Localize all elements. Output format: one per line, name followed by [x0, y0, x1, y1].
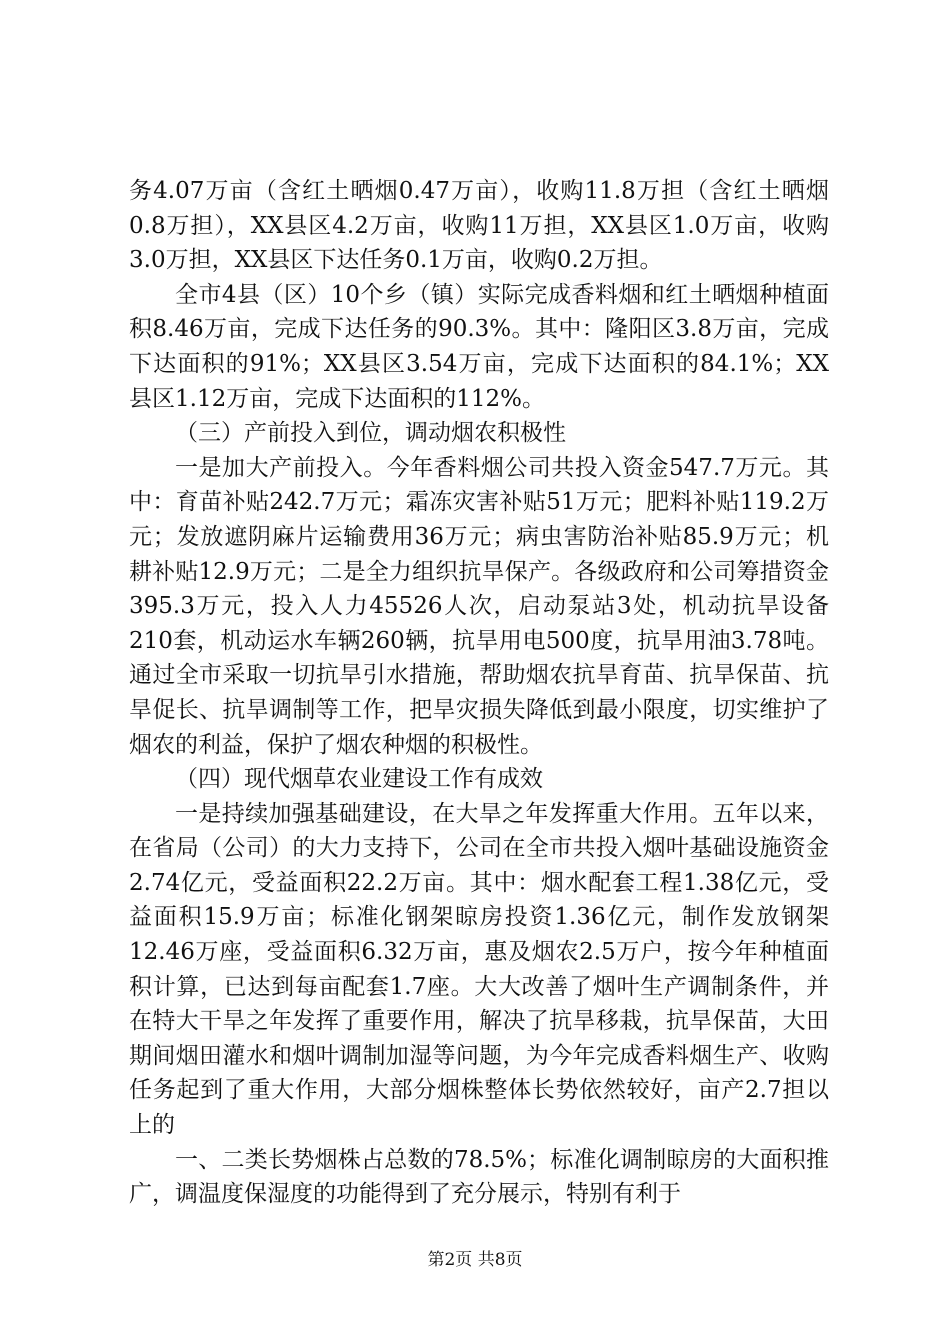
paragraph-4: 一是加大产前投入。今年香料烟公司共投入资金547.7万元。其中：育苗补贴242.7万元；霜冻灾害补贴51万元；肥料补贴119.2万元；发放遮阴麻片运输费用36万元；病虫害防治补贴85.9万元；机耕补贴12.9万元；二是全力组织抗旱保产。各级政府和公司筹措资金395.3万元，投入人力45526人次，启动泵站3处，机动抗旱设备210套，机动运水车辆260辆，抗旱用电500度，抗旱用油3.78吨。通过全市采取一切抗旱引水措施，帮助烟农抗旱育苗、抗旱保苗、抗旱促长、抗旱调制等工作，把旱灾损失降低到最小限度，切实维护了烟农的利益，保护了烟农种烟的积极性。: [129, 454, 829, 758]
section-heading-4: （四）现代烟草农业建设工作有成效: [175, 766, 543, 793]
section-heading-3: （三）产前投入到位，调动烟农积极性: [175, 420, 566, 447]
paragraph-7: 一、二类长势烟株占总数的78.5%；标准化调制晾房的大面积推广，调温度保湿度的功能得到了充分展示，特别有利于: [129, 1146, 829, 1208]
body-text: [129, 174, 829, 1212]
paragraph-6: 一是持续加强基础建设，在大旱之年发挥重大作用。五年以来，在省局（公司）的大力支持下，公司在全市共投入烟叶基础设施资金2.74亿元，受益面积22.2万亩。其中：烟水配套工程1.38亿元，受益面积15.9万亩；标准化钢架晾房投资1.36亿元，制作发放钢架12.46万座，受益面积6.32万亩，惠及烟农2.5万户，按今年种植面积计算，已达到每亩配套1.7座。大大改善了烟叶生产调制条件，并在特大干旱之年发挥了重要作用，解决了抗旱移栽，抗旱保苗，大田期间烟田灌水和烟叶调制加湿等问题，为今年完成香料烟生产、收购任务起到了重大作用，大部分烟株整体长势依然较好，亩产2.7担以上的: [129, 800, 829, 1139]
paragraph-1: 务4.07万亩（含红土晒烟0.47万亩），收购11.8万担（含红土晒烟0.8万担），XX县区4.2万亩，收购11万担，XX县区1.0万亩，收购3.0万担，XX县区下达任务0.1万亩，收购0.2万担。: [129, 178, 829, 274]
paragraph-2: 全市4县（区）10个乡（镇）实际完成香料烟和红土晒烟种植面积8.46万亩，完成下达任务的90.3%。其中：隆阳区3.8万亩，完成下达面积的91%；XX县区3.54万亩，完成下达面积的84.1%；XX县区1.12万亩，完成下达面积的112%。: [129, 281, 829, 412]
page-footer: 第2页 共8页: [427, 1250, 523, 1270]
